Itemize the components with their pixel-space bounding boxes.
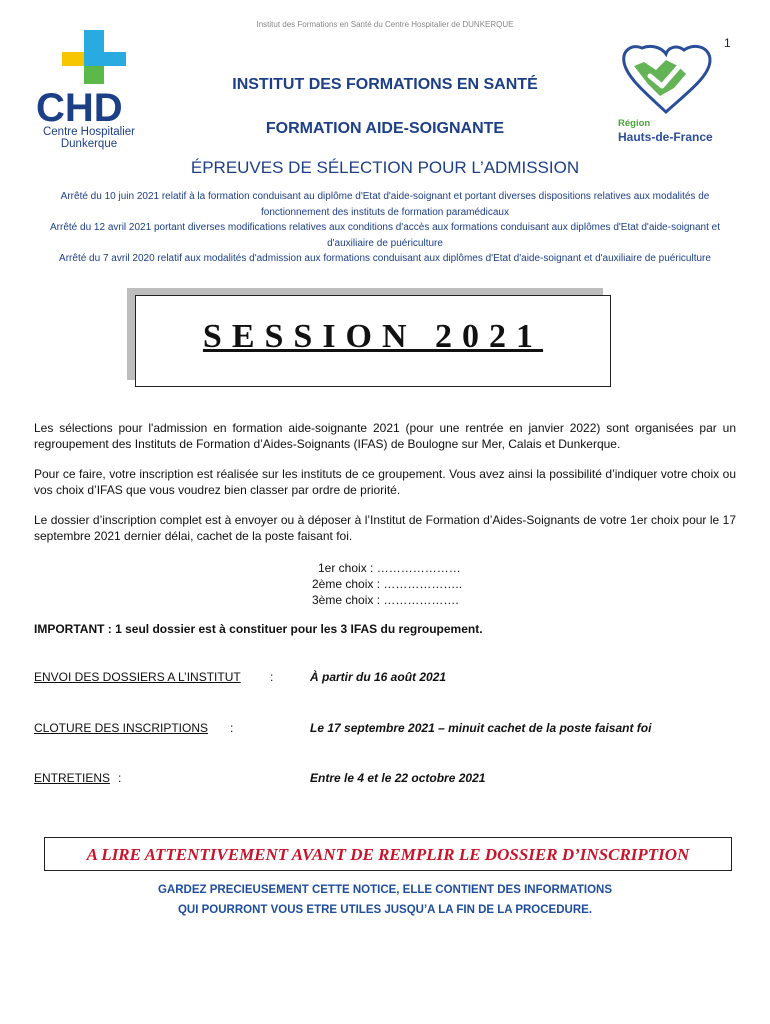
schedule-separator: : <box>118 771 122 785</box>
schedule-value: Le 17 septembre 2021 – minuit cachet de la poste faisant foi <box>310 721 652 735</box>
notice-line-2: QUI POURRONT VOUS ETRE UTILES JUSQU’A LA FIN DE LA PROCEDURE. <box>177 904 593 916</box>
choice-list <box>312 560 462 608</box>
schedule-separator: : <box>270 670 274 684</box>
chd-subtitle-line2: Dunkerque <box>60 138 118 150</box>
chd-logo <box>34 30 154 152</box>
decree-references <box>34 189 736 267</box>
session-box <box>135 295 611 387</box>
exam-title: ÉPREUVES DE SÉLECTION POUR L’ADMISSION <box>190 158 580 177</box>
warning-box <box>44 837 732 871</box>
heart-map-icon <box>614 40 718 118</box>
choice-3: 3ème choix : ………………. <box>312 593 459 607</box>
region-name: Hauts-de-France <box>618 130 713 144</box>
schedule-value: Entre le 4 et le 22 octobre 2021 <box>310 771 486 785</box>
chd-subtitle <box>34 126 144 150</box>
region-label: Région <box>618 118 651 129</box>
program-title: FORMATION AIDE-SOIGNANTE <box>265 120 505 137</box>
choice-2: 2ème choix : ……………….. <box>312 577 463 591</box>
schedule-value: À partir du 16 août 2021 <box>310 670 447 684</box>
institute-title: INSTITUT DES FORMATIONS EN SANTÉ <box>232 76 538 93</box>
schedule-label: ENTRETIENS <box>34 771 111 785</box>
region-logo <box>614 40 724 145</box>
important-note: IMPORTANT : 1 seul dossier est à constituer pour les 3 IFAS du regroupement. <box>34 622 483 636</box>
choice-1: 1er choix : ………………… <box>318 561 461 575</box>
intro-paragraph: Les sélections pour l'admission en formation aide-soignante 2021 (pour une rentrée en janvier 2022) sont organisées par un regroupement des Instituts de Formation d’Aides-Soignants (IFAS) de Boulogne sur Mer, Calais et Dunkerque. <box>34 421 736 451</box>
schedule-separator: : <box>230 721 234 735</box>
medical-cross-icon <box>62 30 126 94</box>
chd-acronym: CHD <box>36 86 123 130</box>
running-header: Institut des Formations en Santé du Centre Hospitalier de DUNKERQUE <box>256 20 514 29</box>
warning-text: A LIRE ATTENTIVEMENT AVANT DE REMPLIR LE DOSSIER D’INSCRIPTION <box>86 845 690 864</box>
page-number: 1 <box>724 36 731 50</box>
schedule-label: ENVOI DES DOSSIERS A L’INSTITUT <box>34 670 241 684</box>
registration-paragraph: Pour ce faire, votre inscription est réalisée sur les instituts de ce groupement. Vous avez ainsi la possibilité d’indiquer votre choix ou vos choix d’IFAS que vous voudrez bien classer par ordre de priorité. <box>34 467 736 497</box>
notice-line-1: GARDEZ PRECIEUSEMENT CETTE NOTICE, ELLE CONTIENT DES INFORMATIONS <box>157 884 613 896</box>
session-title: SESSION 2021 <box>202 318 544 355</box>
decree-2020-april: Arrêté du 7 avril 2020 relatif aux modalités d'admission aux formations conduisant aux diplômes d'Etat d'aide-soignant et d'auxiliaire de puériculture <box>59 253 711 264</box>
decree-2021-april: Arrêté du 12 avril 2021 portant diverses modifications relatives aux conditions d'accès aux formations conduisant aux diplômes d'Etat d'aide-soignant et d'auxiliaire de puériculture <box>50 222 720 249</box>
schedule-label: CLOTURE DES INSCRIPTIONS <box>34 721 209 735</box>
submission-paragraph: Le dossier d’inscription complet est à envoyer ou à déposer à l’Institut de Formation d’Aides-Soignants de votre 1er choix pour le 17 septembre 2021 dernier délai, cachet de la poste faisant foi. <box>34 513 736 543</box>
chd-subtitle-line1: Centre Hospitalier <box>42 126 136 138</box>
decree-2021-june: Arrêté du 10 juin 2021 relatif à la formation conduisant au diplôme d'Etat d'aide-soignant et portant diverses dispositions relatives aux modalités de fonctionnement des instituts de formation paramédicaux <box>60 191 710 218</box>
